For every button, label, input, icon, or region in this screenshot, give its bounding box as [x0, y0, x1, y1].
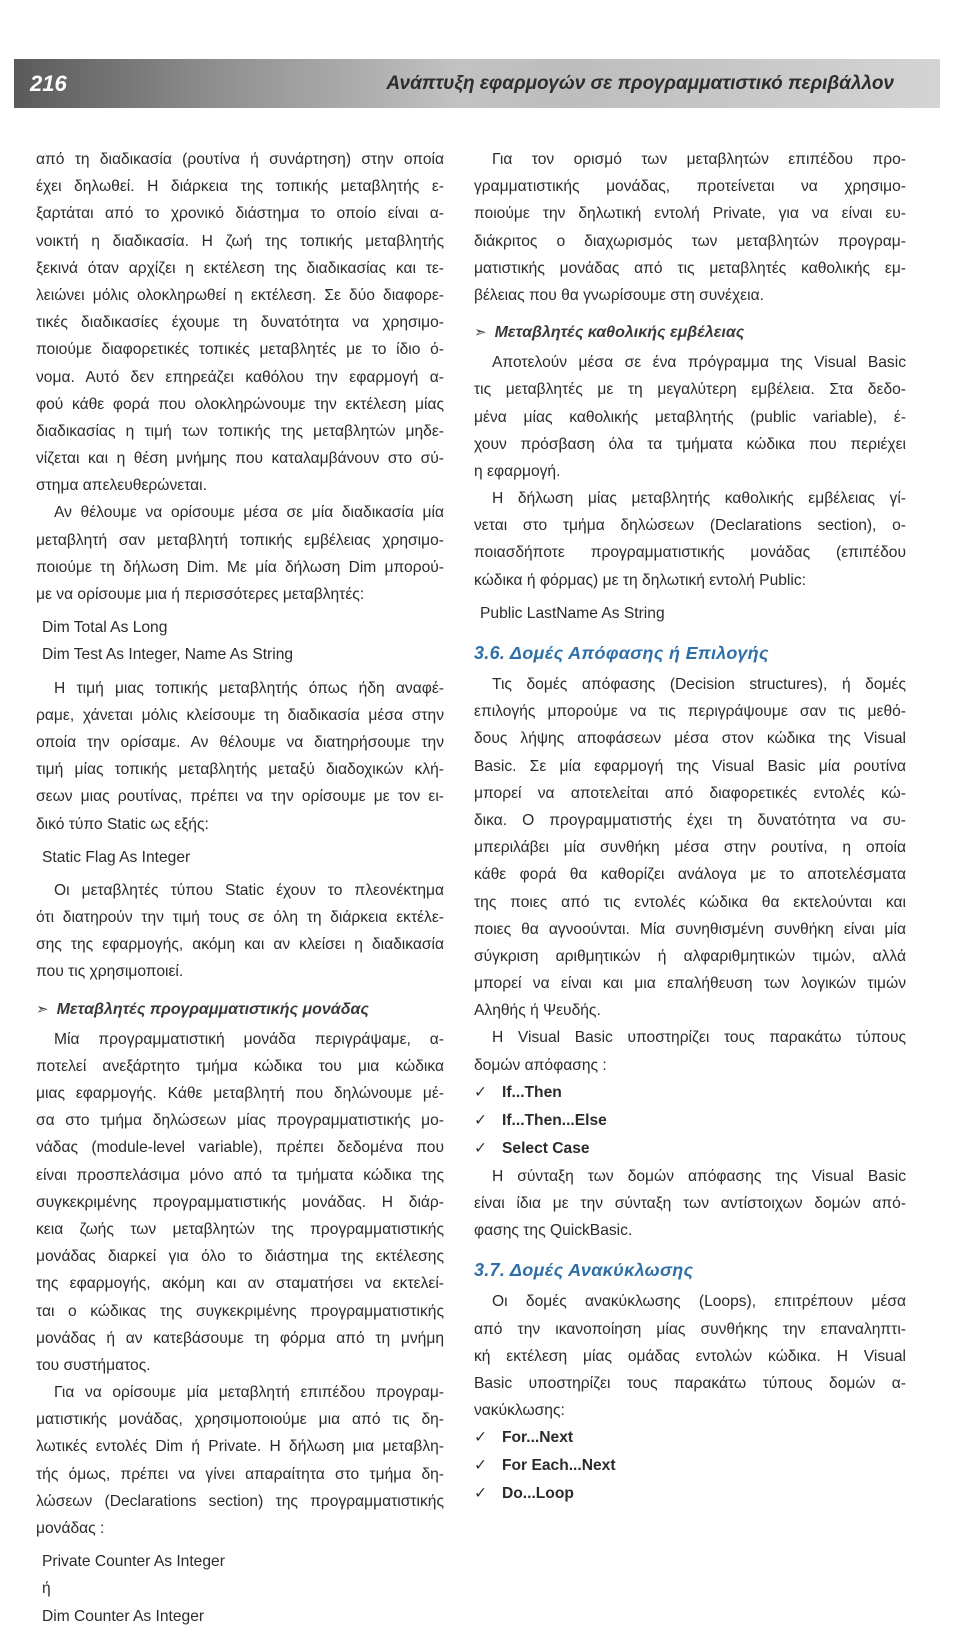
text-line: του συστήματος.: [36, 1356, 151, 1374]
text-line: Μία προγραμματιστική μονάδα περιγράψαμε, α-: [54, 1030, 444, 1048]
text-line: επιλογής μπορούμε να τις περιγράψουμε σαν τις μεθό-: [474, 703, 906, 721]
text-line: κάθε φορά θα καθορίζει ανάλογα με το αποτελέσματα: [474, 866, 906, 884]
text-line: Η δήλωση μίας μεταβλητής καθολικής εμβέλειας γί-: [492, 490, 906, 508]
text-line: μπορεί να είναι και μια επαλήθευση των λογικών τιμών: [474, 975, 906, 993]
text-line: από την ικανοποίηση μίας συνθήκης την επαναληπτι-: [474, 1320, 906, 1338]
text-line: έχει δηλωθεί. Η διάρκεια της τοπικής μεταβλητής ε-: [36, 178, 444, 196]
section-heading-decision-structures: 3.6. Δομές Απόφασης ή Επιλογής: [474, 643, 769, 663]
text-line: ραμε, χάνεται μόλις κλείσουμε τη διαδικασία μέσα στην: [36, 706, 444, 724]
paragraph: [474, 671, 906, 1024]
code-block: [474, 600, 906, 627]
text-line: μένα μίας καθολικής μεταβλητής (public variable), έ-: [474, 408, 906, 426]
paragraph: [36, 1379, 444, 1542]
text-line: ότι διατηρούν την τιμή τους σε όλη τη διάρκεια εκτέλε-: [36, 909, 444, 927]
text-line: νακύκλωσης:: [474, 1402, 565, 1420]
checklist-item: [474, 1452, 906, 1480]
text-line: ποιούμε τη δήλωση Dim. Με μία δήλωση Dim μπορού-: [36, 558, 444, 576]
text-line: τις μεταβλητές με τη μεγαλύτερη εμβέλεια. Στα δεδο-: [474, 381, 906, 399]
text-line: μονάδας :: [36, 1520, 105, 1537]
paragraph: [36, 675, 444, 838]
left-column: [36, 146, 444, 1636]
paragraph: [474, 1163, 906, 1245]
checklist-item-label: For Each...Next: [502, 1457, 616, 1475]
code-line: Private Counter As Integer: [42, 1553, 225, 1571]
text-line: μονάδας διαρκεί για όλο το διάστημα της εκτέλεσης: [36, 1248, 444, 1266]
running-title: Ανάπτυξη εφαρμογών σε προγραμματιστικό περιβάλλον: [386, 73, 894, 94]
checklist-item: [474, 1079, 906, 1107]
text-line: από τη διαδικασία (ρουτίνα ή συνάρτηση) στην οποία: [36, 151, 444, 168]
code-block: [36, 1548, 444, 1630]
checkmark-icon: ✓: [474, 1429, 488, 1447]
checklist-item: [474, 1107, 906, 1135]
paragraph: [36, 499, 444, 608]
text-line: ματιστικής μονάδας από τις μεταβλητές καθολικής εμ-: [474, 259, 906, 277]
checklist-item: [474, 1424, 906, 1452]
text-line: Basic υποστηρίζει τους παρακάτω τύπους δομών α-: [474, 1374, 906, 1392]
text-line: οποία την ορίσαμε. Αν θέλουμε να διατηρήσουμε την: [36, 733, 444, 751]
text-line: σα στο τμήμα δηλώσεων μίας προγραμματιστικής μο-: [36, 1112, 444, 1130]
text-line: μιας εφαρμογής. Κάθε μεταβλητή που δηλώνουμε μέ-: [36, 1085, 444, 1102]
paragraph: [474, 1024, 906, 1078]
text-line: χουν πρόσβαση όλα τα τμήματα κώδικα που περιέχει: [474, 435, 906, 453]
code-line: Dim Counter As Integer: [42, 1607, 205, 1625]
text-line: σης της εφαρμογής, ακόμη και αν κλείσει η διαδικασία: [36, 936, 444, 954]
checkmark-icon: ✓: [474, 1139, 488, 1157]
text-line: δικα. Ο προγραμματιστής έχει τη δυνατότητα να συ-: [474, 811, 906, 829]
text-line: τής όμως, πρέπει να γίνει απαραίτητα στο τμήμα δη-: [36, 1465, 444, 1483]
text-line: νεται στο τμήμα δηλώσεων (Declarations section), ο-: [474, 517, 906, 535]
text-line: σύγκριση αριθμητικών ή αλφαριθμητικών τιμών, αλλά: [474, 947, 906, 965]
text-line: Οι δομές ανακύκλωσης (Loops), επιτρέπουν μέσα: [492, 1293, 906, 1311]
text-line: μπεριλάβει μία συνθήκη μέσα στην ρουτίνα, η οποία: [474, 839, 906, 857]
text-line: ποιασδήποτε προγραμματιστικής μονάδας (επιπέδου: [474, 544, 906, 562]
text-line: μεταβλητή σαν μεταβλητή τοπικής εμβέλειας χρησιμο-: [36, 531, 444, 549]
text-line: ποιες θα αγνοούνται. Μία συνηθισμένη συνθήκη είναι μία: [474, 920, 906, 938]
paragraph: [474, 146, 906, 309]
checkmark-icon: ✓: [474, 1083, 488, 1101]
code-line: ή: [42, 1580, 51, 1598]
text-line: Αν θέλουμε να ορίσουμε μέσα σε μία διαδικασία μία: [54, 504, 444, 522]
text-line: μονάδας ή αν κατεβάσουμε τη φόρμα από τη μνήμη: [36, 1329, 444, 1347]
text-line: ματιστικής μονάδας, χρησιμοποιούμε μια από τις δη-: [36, 1411, 444, 1429]
text-line: γραμματιστικής μονάδας, προτείνεται να χρησιμο-: [474, 178, 906, 196]
text-line: λειώνει μόλις ολοκληρωθεί η εκτέλεση. Σε δύο διαφορε-: [36, 286, 444, 304]
text-line: που τις χρησιμοποιεί.: [36, 963, 184, 981]
text-line: της ποιες από τις εντολές κώδικα θα εκτελούνται και: [474, 893, 906, 911]
text-line: τικές διαδικασίες έχουμε τη δυνατότητα να χρησιμο-: [36, 314, 444, 332]
checklist-item: [474, 1480, 906, 1508]
checkmark-icon: ✓: [474, 1111, 488, 1129]
section-heading-loops: 3.7. Δομές Ανακύκλωσης: [474, 1260, 694, 1281]
text-line: Η τιμή μιας τοπικής μεταβλητής όπως ήδη αναφέ-: [54, 679, 444, 697]
text-line: ξαρτάται από το χρονικό διάστημα το οποίο είναι α-: [36, 205, 444, 223]
text-line: νίζεται και η θέση μνήμης που καταλαμβάνουν στο σύ-: [36, 450, 444, 468]
text-line: κή εκτέλεση μίας ομάδας εντολών κώδικα. Η Visual: [474, 1347, 906, 1365]
text-line: είναι προσπελάσιμα μόνο από τα τμήματα κώδικα της: [36, 1166, 444, 1184]
code-line: Static Flag As Integer: [42, 848, 191, 866]
paragraph: [36, 146, 444, 499]
code-line: Dim Test As Integer, Name As String: [42, 646, 294, 664]
code-line: Public LastName As String: [480, 604, 665, 622]
text-line: μπορεί να αποτελείται από διαφορετικές εντολές κώ-: [474, 784, 906, 802]
subheading-global-variables: ➣ Μεταβλητές καθολικής εμβέλειας: [474, 324, 745, 342]
text-line: δικό τύπο Static ως εξής:: [36, 815, 209, 833]
text-line: ται ο κώδικας της συγκεκριμένης προγραμματιστικής: [36, 1302, 444, 1320]
code-block: [36, 844, 444, 871]
text-line: νάδας (module-level variable), πρέπει δεδομένα που: [36, 1139, 444, 1157]
text-line: βέλειας που θα γνωρίσουμε στη συνέχεια.: [474, 286, 764, 304]
text-line: Οι μεταβλητές τύπου Static έχουν το πλεονέκτημα: [54, 881, 444, 899]
checkmark-icon: ✓: [474, 1485, 488, 1503]
paragraph: [36, 1026, 444, 1379]
right-column: [474, 146, 906, 1508]
text-line: νομα. Αυτό δεν επηρεάζει καθόλου την εφαρμογή α-: [36, 368, 444, 386]
paragraph: [474, 349, 906, 485]
text-line: ποιούμε την δηλωτική εντολή Private, για να είναι ευ-: [474, 205, 906, 223]
checklist: [474, 1079, 906, 1163]
hand-pointer-icon: ➣: [474, 324, 487, 342]
text-line: στημα απελευθερώνεται.: [36, 477, 207, 495]
checklist-item-label: Do...Loop: [502, 1485, 574, 1503]
text-line: Η σύνταξη των δομών απόφασης της Visual Basic: [492, 1167, 906, 1185]
text-line: Για να ορίσουμε μία μεταβλητή επιπέδου προγραμ-: [54, 1384, 444, 1402]
text-line: Η Visual Basic υποστηρίζει τους παρακάτω τύπους: [492, 1029, 906, 1047]
text-line: δομών απόφασης :: [474, 1056, 607, 1074]
text-line: φού κάθε φορά που ολοκληρώνουμε την εκτέλεση μίας: [36, 395, 444, 413]
checkmark-icon: ✓: [474, 1457, 488, 1475]
text-line: ξεκινά όταν αρχίζει η εκτέλεση της διαδικασίας και τε-: [36, 259, 444, 277]
text-line: συγκεκριμένης προγραμματιστικής μονάδας. Η διάρ-: [36, 1193, 444, 1211]
text-line: Αληθής ή Ψευδής.: [474, 1002, 601, 1020]
code-line: Dim Total As Long: [42, 619, 168, 637]
text-line: διαδικασίας η τιμή των τοπικής της μεταβλητών μηδε-: [36, 422, 444, 440]
checklist: [474, 1424, 906, 1508]
text-line: διάκριτος ο διαχωρισμός των μεταβλητών προγραμ-: [474, 232, 906, 250]
code-block: [36, 614, 444, 668]
paragraph: [474, 485, 906, 594]
text-line: είναι ίδια με την σύνταξη των αντίστοιχων δομών από-: [474, 1195, 906, 1212]
text-line: δους λήψης αποφάσεων μέσα στον κώδικα της Visual: [474, 730, 906, 748]
text-line: Αποτελούν μέσα σε ένα πρόγραμμα της Visual Basic: [492, 354, 906, 372]
hand-pointer-icon: ➣: [36, 1000, 49, 1018]
subheading-module-variables: ➣ Μεταβλητές προγραμματιστικής μονάδας: [36, 1000, 369, 1018]
text-line: με να ορίσουμε μια ή περισσότερες μεταβλητές:: [36, 586, 365, 603]
checklist-item-label: If...Then...Else: [502, 1111, 607, 1129]
text-line: Basic. Σε μία εφαρμογή της Visual Basic μία ρουτίνα: [474, 757, 906, 775]
paragraph: [36, 877, 444, 986]
checklist-item-label: If...Then: [502, 1083, 562, 1101]
text-line: κεια ζωής των μεταβλητών της προγραμματιστικής: [36, 1220, 444, 1238]
text-line: ποιούμε διαφορετικές τοπικές μεταβλητές με το ίδιο ό-: [36, 341, 444, 359]
text-line: κώδικα ή φόρμας) με τη δηλωτική εντολή Public:: [474, 571, 806, 589]
text-line: νοικτή η διαδικασία. Η ζωή της τοπικής μεταβλητής: [36, 232, 444, 250]
text-line: η εφαρμογή.: [474, 462, 561, 480]
checklist-item-label: For...Next: [502, 1429, 574, 1447]
text-line: Για τον ορισμό των μεταβλητών επιπέδου προ-: [492, 151, 906, 168]
text-line: σεων μιας ρουτίνας, πρέπει να την ορίσουμε με τον ει-: [36, 788, 444, 806]
text-line: τιμή μίας τοπικής μεταβλητής μεταξύ διαδοχικών κλή-: [36, 761, 444, 779]
paragraph: [474, 1288, 906, 1424]
text-line: της εφαρμογής, ακόμη και αν σταματήσει να εκτελεί-: [36, 1275, 444, 1293]
checklist-item: [474, 1135, 906, 1163]
text-line: φασης της QuickBasic.: [474, 1222, 633, 1240]
text-line: λωτικές εντολές Dim ή Private. Η δήλωση μια μεταβλη-: [36, 1438, 444, 1456]
text-line: ποτελεί ανεξάρτητο τμήμα κώδικα του μια κώδικα: [36, 1057, 444, 1075]
text-line: λώσεων (Declarations section) της προγραμματιστικής: [36, 1492, 444, 1510]
text-line: Τις δομές απόφασης (Decision structures), ή δομές: [492, 676, 906, 693]
checklist-item-label: Select Case: [502, 1139, 590, 1157]
page-number: 216: [30, 71, 67, 96]
